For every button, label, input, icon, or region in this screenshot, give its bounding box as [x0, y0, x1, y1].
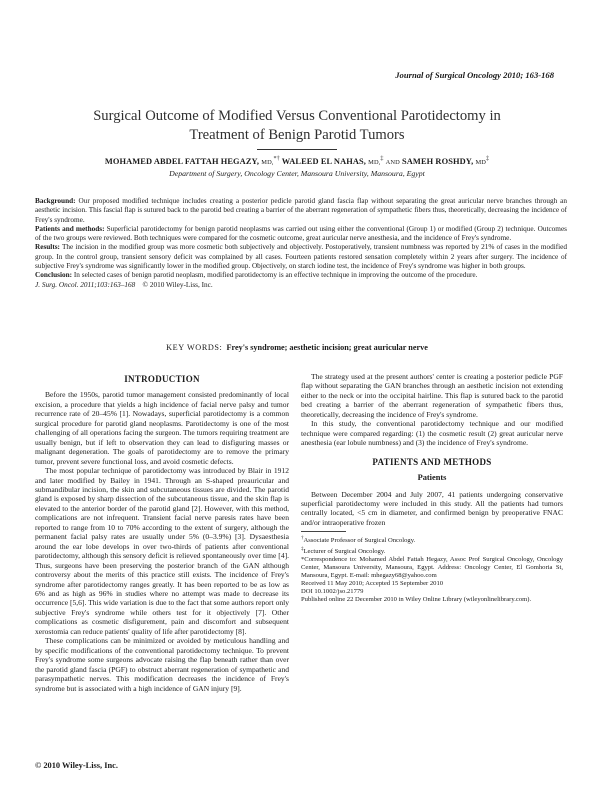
keywords-label: KEY WORDS: [166, 343, 223, 352]
abstract-background [35, 197, 567, 225]
doi: DOI 10.1002/jso.21779 [301, 588, 364, 596]
results-text: The incision in the modified group was more cosmetic both subjectively and objectively. Postoperatively, transient numbness was reported by 21% of cases in the modified group. In the control group, transient sensory deficit was complained by all cases. Fourteen patients restored sensation completely within 2 years after surgery. The incidence of subjective Frey's syndrome was significantly lower in the modified group. Objectively, on starch iodine test, the incidence of Frey's syndrome was higher in both groups. [35, 243, 567, 271]
author-1-marks: *† [273, 156, 280, 162]
intro-paragraph-1: Before the 1950s, parotid tumor management consisted predominantly of local excision, a procedure that yields a high incidence of facial nerve palsy and tumor recurrence rate of 20–45% [1]. Nowadays, superficial parotidectomy is a common surgical procedure for parotid gland neoplasms. Parotidectomy is one of the most challenging of all operations facing the surgeon. The tumors requiring treatment are usually benign, but if left to observation they can lead to disfiguring masses or malignant degeneration. The goals of parotidectomy are to remove the primary tumor, prevent severe functional loss, and avoid cosmetic defects. [35, 390, 289, 466]
author-2-name: WALEED EL NAHAS, [281, 156, 366, 166]
abstract-copyright: © 2010 Wiley-Liss, Inc. [142, 280, 213, 289]
keywords-value: Frey's syndrome; aesthetic incision; great auricular nerve [226, 343, 428, 352]
author-3-degree: MD [475, 158, 486, 166]
intro-paragraph-2: The most popular technique of parotidectomy was introduced by Blair in 1912 and later modified by Bailey in 1941. Through an S-shaped preauricular and submandibular incision, the skin and subcutaneous tissues are divided. The parotid gland is exposed by sharp dissection of the subcutaneous tissue, and the skin flap is elevated to the anterior border of the parotid gland [2]. However, with this method, complications are not infrequent. Transient facial nerve paresis rates have been reported to range from 10 to 70% according to the extent of surgery, although the permanent facial palsy rates are usually under 5% (0–3.9%) [3]. Dysaesthesia around the ear lobe develops in over two-thirds of patients after conventional parotidectomy, although this sensory deficit is relieved spontaneously over time [4]. Thus, surgeons have been preserving the posterior branch of the GAN although controversy about the merits of this practice still exists. The incidence of Frey's syndrome after parotidectomy ranges greatly. It has been reported to be as low as 6% and as high as 96% in studies where no attempt was made to decrease its occurrence [5,6]. This wide variation is due to the fact that some authors report only subjective Frey's syndrome while others test for it objectively [7]. Other complications as cosmetic disfigurement, pain and discomfort and subsequent xerostomia can reduce patients' quality of life after parotidectomy [8]. [35, 466, 289, 636]
left-column [35, 372, 289, 693]
right-column [301, 372, 563, 604]
footnote-2-mark: ‡ [301, 546, 304, 552]
footnote-2 [301, 546, 563, 556]
author-1-degree: MD, [261, 158, 274, 166]
intro-paragraph-4: The strategy used at the present authors' center is creating a posterior pedicle PGF flap without separating the GAN branches through an aesthetic incision not extending either to the neck or into the occipital hairline. This flap is sutured back to the parotid bed creating a barrier of the aberrant regeneration of sympathetic fibers thus, theoretically, decreasing the incidence of Frey's syndrome. [301, 372, 563, 419]
correspondence-note: *Correspondence to: Mohamed Abdel Fattah Hegazy, Assoc Prof Surgical Oncology, Oncology Center, Mansoura University, Mansoura, Egypt. Address: Oncology Center, El Gomhoria St, Mansoura, Egypt. E-mail: mhegazy68@yahoo.com [301, 555, 563, 580]
abstract-conclusion [35, 271, 567, 280]
footnote-1 [301, 535, 563, 545]
footer-copyright: © 2010 Wiley-Liss, Inc. [35, 761, 118, 770]
footnote-1-text: Associate Professor of Surgical Oncology. [303, 537, 416, 545]
patients-subheading: Patients [417, 473, 447, 483]
title-line-1: Surgical Outcome of Modified Versus Conventional Parotidectomy in [93, 108, 501, 124]
keywords [40, 343, 554, 352]
background-label: Background: [35, 197, 76, 205]
title-divider [257, 149, 337, 150]
published-online: Published online 22 December 2010 in Wiley Online Library (wileyonlinelibrary.com). [301, 596, 532, 604]
conclusion-text: In selected cases of benign parotid neoplasm, modified parotidectomy is an effective technique in improving the outcome of the procedure. [72, 271, 478, 280]
author-list [40, 156, 554, 166]
footnote-divider [301, 531, 346, 532]
article-title [40, 107, 554, 145]
intro-paragraph-5: In this study, the conventional parotidectomy technique and our modified technique were compared regarding: (1) the cosmetic result (2) great auricular nerve anesthesia (ear lobule numbness) and (3) the incidence of Frey's syndrome. [301, 419, 563, 448]
footnote-1-mark: † [301, 536, 304, 542]
author-1-name: MOHAMED ABDEL FATTAH HEGAZY, [104, 156, 260, 166]
author-2-degree: MD, [368, 158, 381, 166]
results-label: Results: [35, 243, 60, 252]
footnote-2-text: Lecturer of Surgical Oncology. [303, 547, 386, 555]
author-3-name: SAMEH ROSHDY, [402, 156, 474, 166]
citation: J. Surg. Oncol. 2011;103:163–168 [35, 280, 136, 289]
conclusion-label: Conclusion: [35, 271, 73, 280]
affiliation: Department of Surgery, Oncology Center, Mansoura University, Mansoura, Egypt [169, 169, 425, 178]
introduction-heading: INTRODUCTION [124, 374, 200, 384]
author-3-marks: ‡ [486, 156, 490, 162]
title-line-2: Treatment of Benign Parotid Tumors [189, 127, 405, 143]
abstract [35, 197, 567, 290]
patients-methods-text: Superficial parotidectomy for benign parotid neoplasms was carried out using either the conventional (Group 1) or modified (Group 2) technique. Outcomes of the two groups were reviewed. Both techniques were compared for the cosmetic outcome, great auricular nerve anesthesia, and the incidence of Frey's syndrome. [35, 224, 567, 243]
patients-methods-label: Patients and methods: [35, 224, 105, 233]
methods-heading: PATIENTS AND METHODS [372, 456, 492, 467]
abstract-patients-methods [35, 225, 567, 244]
author-2-marks: ‡ [380, 156, 384, 162]
abstract-citation-line [35, 281, 567, 290]
abstract-results [35, 243, 567, 271]
methods-paragraph-1: Between December 2004 and July 2007, 41 patients undergoing conservative superficial parotidectomy were included in this study. All the patients had tumors centrally located, <5 cm in diameter, and confirmed benign by preoperative FNAC and/or intraoperative frozen [301, 489, 563, 527]
received-dates: Received 11 May 2010; Accepted 15 September 2010 [301, 580, 444, 588]
intro-paragraph-3: These complications can be minimized or avoided by meticulous handling and by specific modifications of the conventional parotidectomy technique. To prevent Frey's syndrome some surgeons advocate raising the flap beneath rather than over the parotid gland fascia (PGF) to obstruct aberrant regeneration of sympathetic and parasympathetic nerves. This modification decreases the incidence of Frey's syndrome but is associated with a high incidence of GAN injury [9]. [35, 636, 289, 693]
background-text: Our proposed modified technique includes creating a posterior pedicle parotid gland fascia flap without separating the great auricular nerve branches through an aesthetic incision. This fascial flap is sutured back to the parotid bed creating a barrier of the aberrant regeneration of sympathetic fibers thus, theoretically, decreasing the incidence of Frey's syndrome. [35, 197, 567, 224]
journal-header: Journal of Surgical Oncology 2010; 163-168 [395, 70, 554, 80]
author-conjunction: AND [385, 158, 400, 166]
